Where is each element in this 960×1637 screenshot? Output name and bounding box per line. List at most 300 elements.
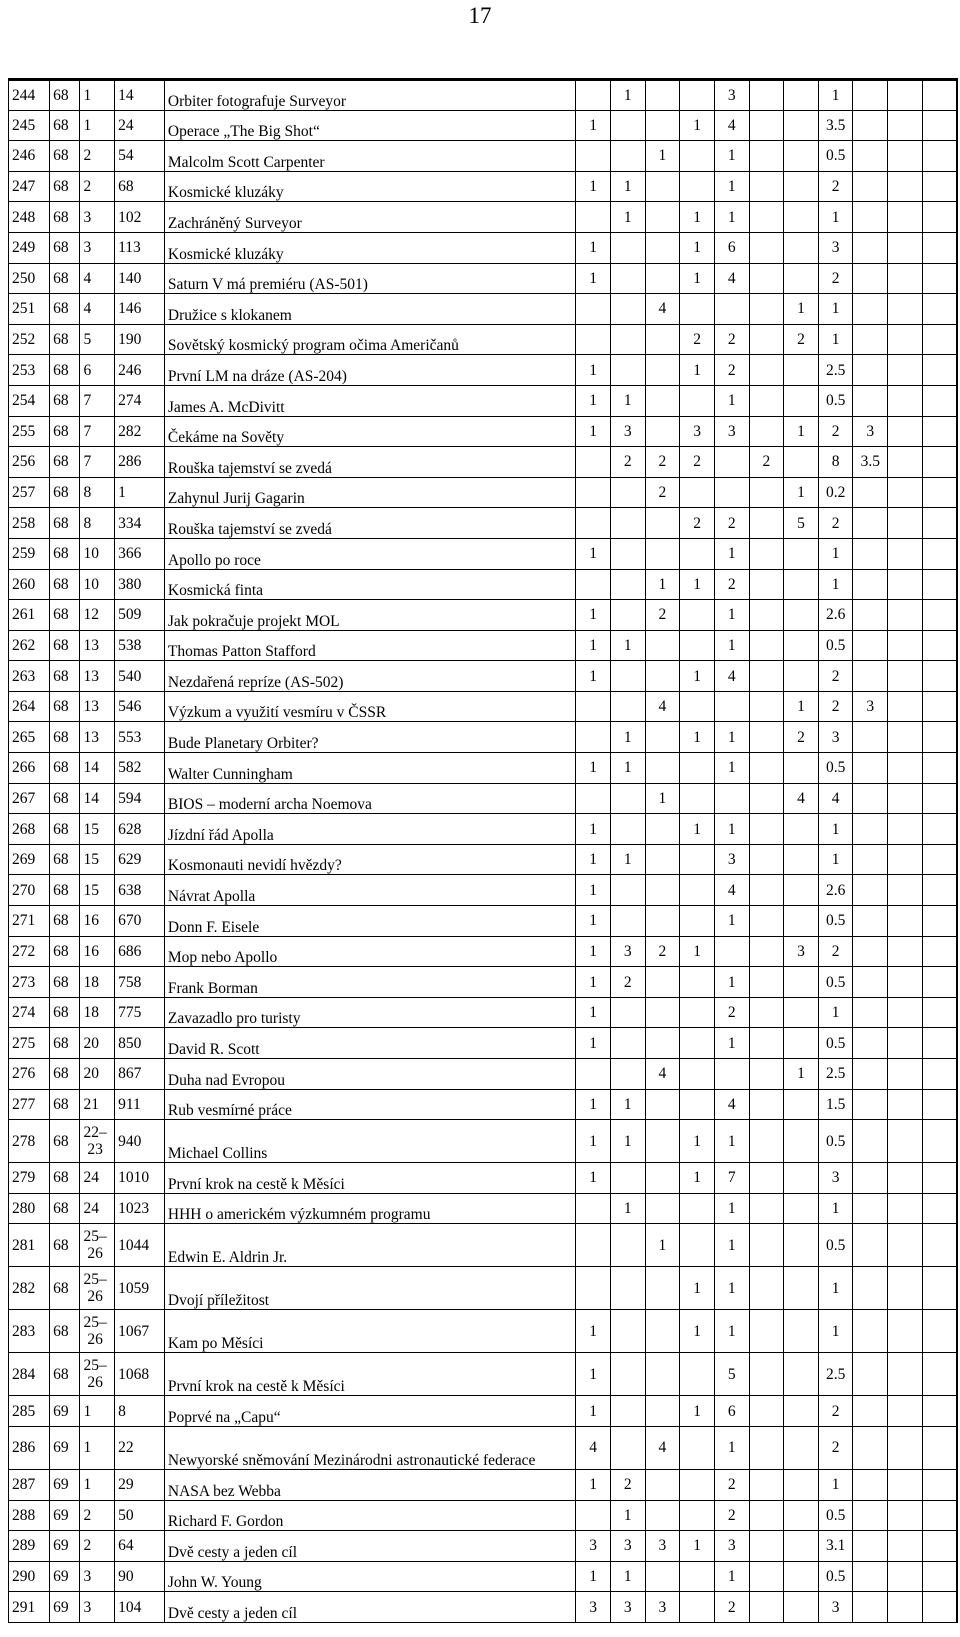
score-cell (749, 263, 784, 294)
row-number-cell: 246 (9, 141, 50, 172)
score-cell (749, 722, 784, 753)
year-cell: 69 (50, 1396, 80, 1427)
score-cell (922, 1120, 957, 1163)
row-number-cell: 281 (9, 1224, 50, 1267)
score-cell: 2.6 (818, 600, 853, 631)
page-number: 17 (468, 3, 492, 28)
score-cell (888, 722, 923, 753)
page-cell: 140 (115, 263, 165, 294)
table-row (9, 1089, 958, 1120)
score-cell: 1 (645, 569, 680, 600)
score-cell (888, 844, 923, 875)
score-cell (610, 906, 645, 937)
score-cell (749, 385, 784, 416)
score-cell (749, 80, 784, 111)
score-cell: 1 (818, 324, 853, 355)
page-cell: 146 (115, 294, 165, 325)
page-cell: 629 (115, 844, 165, 875)
year-cell: 68 (50, 263, 80, 294)
score-cell: 1 (610, 753, 645, 784)
score-cell (888, 1531, 923, 1562)
article-title-cell: Thomas Patton Stafford (164, 630, 575, 661)
score-cell (645, 661, 680, 692)
article-title-cell: Čekáme na Sověty (164, 416, 575, 447)
article-title-cell: NASA bez Webba (164, 1469, 575, 1500)
row-number-cell: 259 (9, 538, 50, 569)
row-number-cell: 248 (9, 202, 50, 233)
page-cell: 582 (115, 753, 165, 784)
score-cell (888, 1561, 923, 1592)
score-cell (888, 232, 923, 263)
score-cell: 3 (714, 844, 749, 875)
score-cell: 1 (576, 1089, 611, 1120)
score-cell (853, 875, 888, 906)
score-cell (888, 1353, 923, 1396)
score-cell (784, 997, 819, 1028)
row-number-cell: 267 (9, 783, 50, 814)
score-cell (645, 1561, 680, 1592)
page-cell: 14 (115, 80, 165, 111)
score-cell: 1 (610, 722, 645, 753)
year-cell: 68 (50, 600, 80, 631)
score-cell: 2 (680, 447, 715, 478)
issue-cell: 18 (80, 967, 115, 998)
score-cell: 1 (576, 906, 611, 937)
score-cell: 1 (680, 202, 715, 233)
page-cell: 286 (115, 447, 165, 478)
row-number-cell: 275 (9, 1028, 50, 1059)
score-cell (749, 110, 784, 141)
score-cell: 3 (714, 416, 749, 447)
year-cell: 68 (50, 1163, 80, 1194)
score-cell: 1 (610, 1193, 645, 1224)
row-number-cell: 266 (9, 753, 50, 784)
score-cell: 0.5 (818, 1028, 853, 1059)
score-cell (853, 1396, 888, 1427)
article-title-cell: Rouška tajemství se zvedá (164, 447, 575, 478)
score-cell (610, 294, 645, 325)
score-cell (888, 202, 923, 233)
score-cell (749, 936, 784, 967)
score-cell (853, 141, 888, 172)
year-cell: 68 (50, 1193, 80, 1224)
score-cell: 1 (576, 263, 611, 294)
score-cell (645, 1310, 680, 1353)
score-cell: 1 (714, 1224, 749, 1267)
score-cell: 0.5 (818, 906, 853, 937)
table-row (9, 691, 958, 722)
article-title-cell: James A. McDivitt (164, 385, 575, 416)
page-cell: 546 (115, 691, 165, 722)
score-cell: 1 (714, 141, 749, 172)
table-row (9, 385, 958, 416)
score-cell: 1 (576, 385, 611, 416)
table-row (9, 875, 958, 906)
page-cell: 1044 (115, 1224, 165, 1267)
score-cell (749, 202, 784, 233)
score-cell: 1 (784, 294, 819, 325)
score-cell (645, 171, 680, 202)
score-cell (645, 1120, 680, 1163)
score-cell (749, 844, 784, 875)
score-cell (922, 722, 957, 753)
score-cell (922, 1500, 957, 1531)
row-number-cell: 255 (9, 416, 50, 447)
score-cell (680, 1193, 715, 1224)
page-cell: 282 (115, 416, 165, 447)
score-cell (784, 232, 819, 263)
score-cell (888, 569, 923, 600)
table-row (9, 1224, 958, 1267)
score-cell (645, 814, 680, 845)
row-number-cell: 270 (9, 875, 50, 906)
score-cell (853, 1500, 888, 1531)
score-cell (888, 691, 923, 722)
score-cell (853, 661, 888, 692)
table-row (9, 202, 958, 233)
score-cell (645, 1353, 680, 1396)
score-cell (853, 1028, 888, 1059)
score-cell (922, 783, 957, 814)
score-cell (888, 508, 923, 539)
year-cell: 68 (50, 141, 80, 172)
score-cell (645, 1193, 680, 1224)
score-cell: 3 (818, 1592, 853, 1623)
score-cell: 2 (714, 569, 749, 600)
score-cell: 1 (576, 1310, 611, 1353)
article-title-cell: BIOS – moderní archa Noemova (164, 783, 575, 814)
issue-cell: 1 (80, 110, 115, 141)
score-cell: 1 (714, 906, 749, 937)
score-cell (576, 722, 611, 753)
article-title-cell: Návrat Apolla (164, 875, 575, 906)
score-cell: 2 (645, 936, 680, 967)
score-cell: 0.5 (818, 1120, 853, 1163)
article-title-cell: Dvě cesty a jeden cíl (164, 1592, 575, 1623)
table-row (9, 753, 958, 784)
score-cell (610, 232, 645, 263)
score-cell: 4 (714, 110, 749, 141)
score-cell (888, 753, 923, 784)
score-cell (610, 538, 645, 569)
score-cell: 3 (853, 416, 888, 447)
score-cell (853, 1561, 888, 1592)
score-cell (922, 232, 957, 263)
score-cell: 0.5 (818, 1224, 853, 1267)
table-row (9, 80, 958, 111)
score-cell: 1 (576, 1561, 611, 1592)
score-cell: 6 (714, 232, 749, 263)
score-cell (749, 1531, 784, 1562)
row-number-cell: 244 (9, 80, 50, 111)
score-cell (610, 783, 645, 814)
score-cell (922, 1531, 957, 1562)
row-number-cell: 277 (9, 1089, 50, 1120)
score-cell (784, 1426, 819, 1469)
year-cell: 68 (50, 844, 80, 875)
score-cell (922, 80, 957, 111)
score-cell (680, 294, 715, 325)
score-cell: 1 (610, 1089, 645, 1120)
row-number-cell: 252 (9, 324, 50, 355)
score-cell: 1 (680, 814, 715, 845)
score-cell: 1 (714, 1561, 749, 1592)
score-cell (922, 263, 957, 294)
score-cell (853, 171, 888, 202)
row-number-cell: 254 (9, 385, 50, 416)
score-cell (888, 1592, 923, 1623)
score-cell (853, 722, 888, 753)
score-cell: 8 (818, 447, 853, 478)
score-cell: 1 (610, 844, 645, 875)
table-row (9, 1163, 958, 1194)
article-title-cell: Rouška tajemství se zvedá (164, 508, 575, 539)
score-cell (645, 538, 680, 569)
score-cell: 1 (818, 569, 853, 600)
score-cell: 3 (784, 936, 819, 967)
score-cell (853, 1059, 888, 1090)
score-cell (888, 1163, 923, 1194)
score-cell: 1 (576, 600, 611, 631)
issue-cell: 4 (80, 294, 115, 325)
score-cell: 1 (818, 1310, 853, 1353)
issue-cell: 24 (80, 1163, 115, 1194)
score-cell (784, 447, 819, 478)
score-cell (922, 141, 957, 172)
year-cell: 68 (50, 385, 80, 416)
score-cell: 5 (714, 1353, 749, 1396)
issue-cell: 16 (80, 906, 115, 937)
page-cell: 8 (115, 1396, 165, 1427)
score-cell: 7 (714, 1163, 749, 1194)
page-cell: 540 (115, 661, 165, 692)
score-cell: 2 (680, 324, 715, 355)
year-cell: 68 (50, 997, 80, 1028)
score-cell (888, 171, 923, 202)
score-cell (645, 844, 680, 875)
score-cell: 3.5 (853, 447, 888, 478)
score-cell (610, 1163, 645, 1194)
score-cell (922, 416, 957, 447)
score-cell (922, 906, 957, 937)
row-number-cell: 265 (9, 722, 50, 753)
score-cell: 1 (610, 1500, 645, 1531)
score-cell (888, 1267, 923, 1310)
issue-cell: 10 (80, 538, 115, 569)
table-row (9, 110, 958, 141)
score-cell (610, 1396, 645, 1427)
score-cell (714, 294, 749, 325)
page-cell: 628 (115, 814, 165, 845)
score-cell (853, 202, 888, 233)
issue-cell (80, 1267, 115, 1310)
page-cell: 274 (115, 385, 165, 416)
article-title-cell: Orbiter fotografuje Surveyor (164, 80, 575, 111)
row-number-cell: 288 (9, 1500, 50, 1531)
score-cell (749, 294, 784, 325)
article-title-cell: První krok na cestě k Měsíci (164, 1163, 575, 1194)
score-cell (749, 477, 784, 508)
score-cell: 1 (714, 538, 749, 569)
score-cell (853, 753, 888, 784)
score-cell (645, 753, 680, 784)
row-number-cell: 276 (9, 1059, 50, 1090)
year-cell: 68 (50, 691, 80, 722)
score-cell (888, 477, 923, 508)
score-cell (610, 691, 645, 722)
score-cell: 4 (714, 875, 749, 906)
score-cell (888, 1310, 923, 1353)
score-cell (784, 814, 819, 845)
score-cell: 3 (645, 1531, 680, 1562)
score-cell: 1 (714, 171, 749, 202)
row-number-cell: 258 (9, 508, 50, 539)
table-row (9, 844, 958, 875)
page-cell: 50 (115, 1500, 165, 1531)
row-number-cell: 264 (9, 691, 50, 722)
score-cell (749, 1089, 784, 1120)
score-cell: 2.6 (818, 875, 853, 906)
score-cell: 2 (645, 447, 680, 478)
year-cell: 69 (50, 1531, 80, 1562)
table-row (9, 722, 958, 753)
score-cell (576, 141, 611, 172)
score-cell (610, 814, 645, 845)
score-cell: 1 (680, 569, 715, 600)
page-cell: 1023 (115, 1193, 165, 1224)
issue-cell: 14 (80, 753, 115, 784)
score-cell (922, 110, 957, 141)
score-cell (784, 600, 819, 631)
score-cell: 1 (818, 538, 853, 569)
score-cell (680, 997, 715, 1028)
issue-cell: 13 (80, 661, 115, 692)
page-cell: 911 (115, 1089, 165, 1120)
score-cell: 3 (818, 232, 853, 263)
score-cell (610, 600, 645, 631)
score-cell (749, 1469, 784, 1500)
article-title-cell: Zachráněný Surveyor (164, 202, 575, 233)
score-cell (749, 1396, 784, 1427)
score-cell: 4 (576, 1426, 611, 1469)
score-cell: 1 (714, 630, 749, 661)
score-cell (645, 875, 680, 906)
score-cell (680, 1059, 715, 1090)
score-cell: 3 (714, 80, 749, 111)
score-cell: 0.5 (818, 967, 853, 998)
year-cell: 68 (50, 538, 80, 569)
issue-cell: 1 (80, 1396, 115, 1427)
score-cell (922, 1059, 957, 1090)
score-cell (714, 447, 749, 478)
issue-cell: 13 (80, 630, 115, 661)
score-cell (680, 1089, 715, 1120)
page-cell: 246 (115, 355, 165, 386)
score-cell (784, 1469, 819, 1500)
page-cell: 113 (115, 232, 165, 263)
table-row (9, 1531, 958, 1562)
article-title-cell: Saturn V má premiéru (AS-501) (164, 263, 575, 294)
issue-cell: 7 (80, 385, 115, 416)
score-cell (784, 661, 819, 692)
score-cell: 2 (818, 691, 853, 722)
score-cell (853, 967, 888, 998)
score-cell (784, 355, 819, 386)
page-cell: 940 (115, 1120, 165, 1163)
score-cell: 3.1 (818, 1531, 853, 1562)
score-cell: 2 (749, 447, 784, 478)
article-title-cell: Newyorské sněmování Mezinárodni astronautické federace (164, 1426, 575, 1469)
score-cell (853, 844, 888, 875)
article-title-cell: Malcolm Scott Carpenter (164, 141, 575, 172)
score-cell: 2 (818, 1396, 853, 1427)
score-cell (922, 385, 957, 416)
score-cell (576, 1224, 611, 1267)
score-cell: 1 (576, 753, 611, 784)
article-title-cell: Zavazadlo pro turisty (164, 997, 575, 1028)
score-cell: 3 (818, 1163, 853, 1194)
score-cell (888, 1028, 923, 1059)
year-cell: 68 (50, 1310, 80, 1353)
score-cell: 2 (818, 936, 853, 967)
article-title-cell: Sovětský kosmický program očima Američanů (164, 324, 575, 355)
issue-cell: 15 (80, 814, 115, 845)
article-title-cell: David R. Scott (164, 1028, 575, 1059)
score-cell (576, 691, 611, 722)
table-row (9, 967, 958, 998)
table-row (9, 1267, 958, 1310)
score-cell (576, 324, 611, 355)
score-cell (645, 232, 680, 263)
page-cell: 758 (115, 967, 165, 998)
issue-cell (80, 1310, 115, 1353)
score-cell (784, 202, 819, 233)
score-cell: 3 (610, 416, 645, 447)
score-cell (853, 936, 888, 967)
score-cell (888, 936, 923, 967)
score-cell (853, 630, 888, 661)
score-cell: 0.5 (818, 1500, 853, 1531)
score-cell (784, 110, 819, 141)
score-cell (749, 1426, 784, 1469)
score-cell (888, 630, 923, 661)
score-cell (784, 1531, 819, 1562)
score-cell (749, 355, 784, 386)
table-row (9, 936, 958, 967)
row-number-cell: 278 (9, 1120, 50, 1163)
score-cell (888, 1469, 923, 1500)
year-cell: 68 (50, 722, 80, 753)
table-row (9, 1396, 958, 1427)
score-cell (853, 1224, 888, 1267)
score-cell (853, 324, 888, 355)
score-cell (645, 630, 680, 661)
score-cell (645, 324, 680, 355)
issue-cell: 1 (80, 80, 115, 111)
score-cell (645, 110, 680, 141)
score-cell (922, 1163, 957, 1194)
page-cell: 102 (115, 202, 165, 233)
score-cell (749, 1267, 784, 1310)
score-cell: 1 (714, 385, 749, 416)
page-cell: 64 (115, 1531, 165, 1562)
article-title-cell: Výzkum a využití vesmíru v ČSSR (164, 691, 575, 722)
score-cell (680, 1224, 715, 1267)
score-cell: 1 (818, 294, 853, 325)
score-cell (714, 783, 749, 814)
page-cell: 380 (115, 569, 165, 600)
row-number-cell: 289 (9, 1531, 50, 1562)
